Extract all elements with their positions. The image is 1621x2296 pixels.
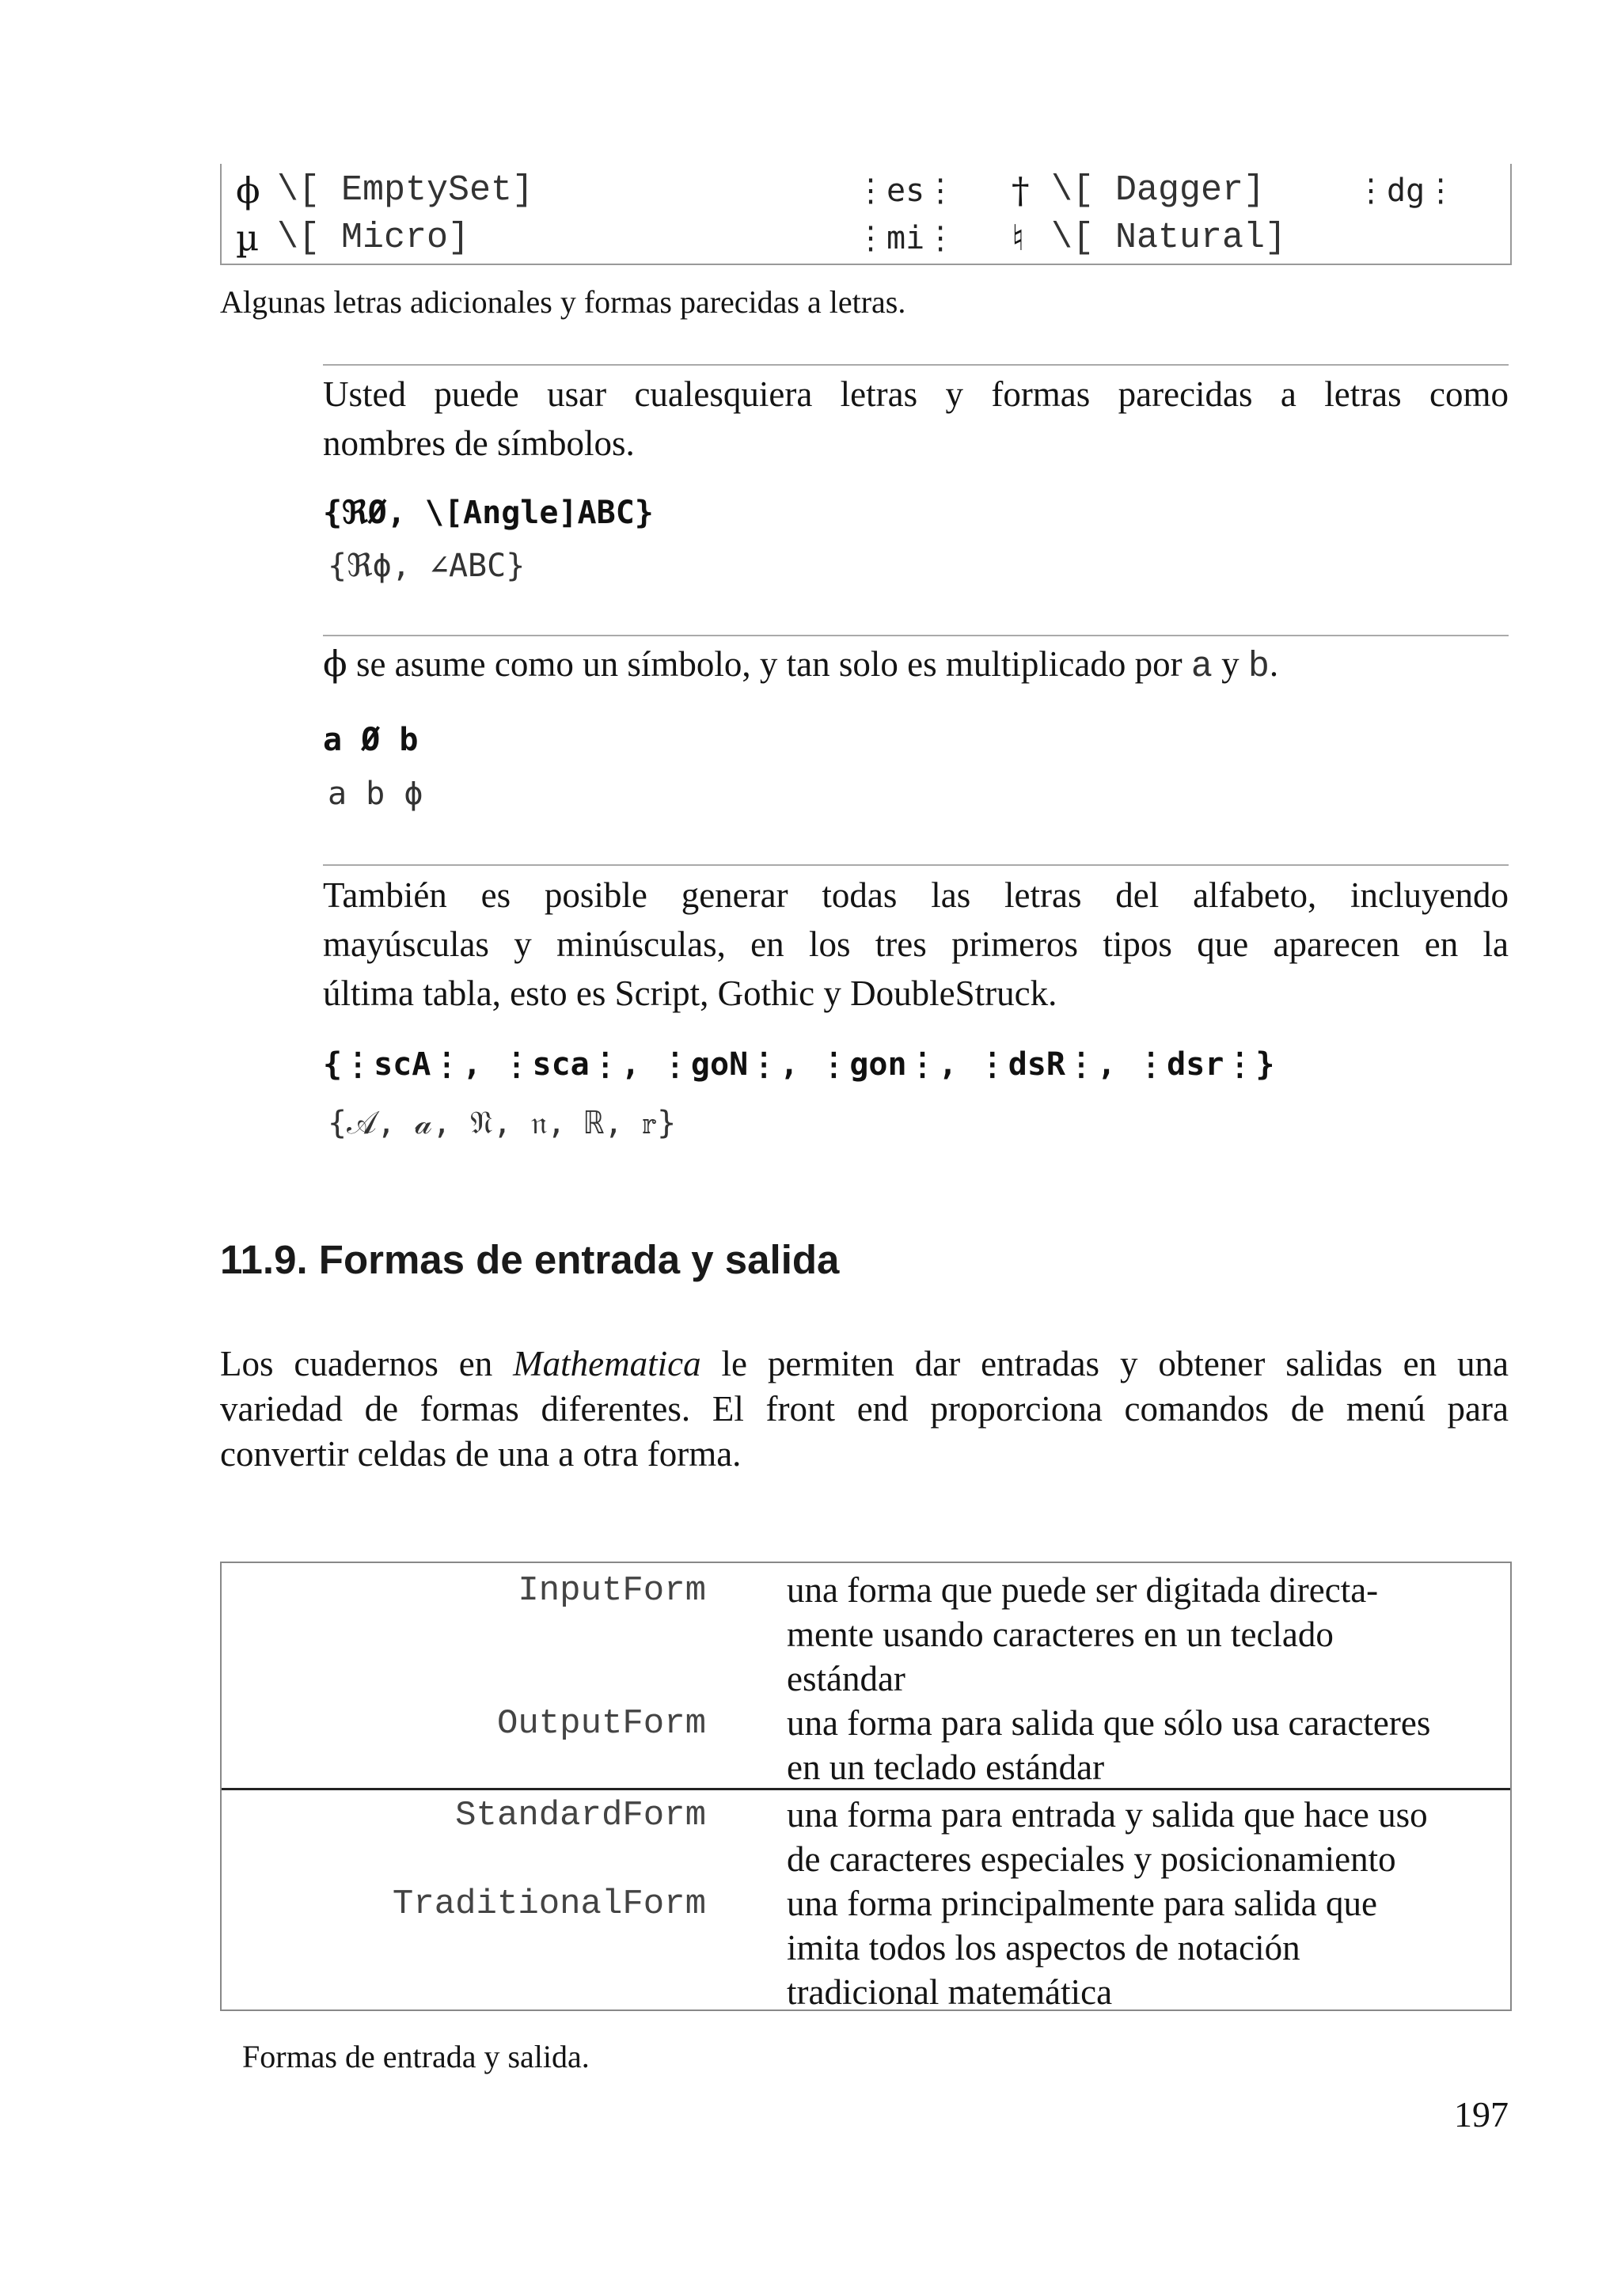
symbol-alias: ⋮mi⋮ [855,220,957,256]
text-line: una forma para salida que sólo usa caracteres [787,1703,1431,1743]
text-line: Usted puede usar cualesquiera letras y formas parecidas a letras como [323,374,1509,414]
text-line: última tabla, esto es Script, Gothic y DoubleStruck. [323,973,1057,1013]
symbol-name: \[ Micro] [277,218,470,258]
text-line: variedad de formas diferentes. El front end proporciona comandos de menú para [220,1389,1509,1429]
form-name: OutputForm [496,1704,706,1744]
text-line: de caracteres especiales y posicionamiento [787,1839,1396,1879]
text-line: mente usando caracteres en un teclado [787,1615,1334,1654]
text-span: Los cuadernos en [220,1344,514,1383]
form-description [787,1881,1499,2014]
text-line: una forma para entrada y salida que hace uso [787,1795,1428,1835]
form-name: InputForm [518,1571,706,1611]
symbol-name: \[ Natural] [1051,218,1287,258]
text-line: nombres de símbolos. [323,423,635,463]
example2-text [323,639,1278,692]
symbol-alias: ⋮es⋮ [855,173,957,209]
divider [323,635,1509,636]
form-name: StandardForm [455,1796,706,1835]
example2-output: a b ϕ [328,776,423,812]
text-line: mayúsculas y minúsculas, en los tres primeros tipos que aparecen en la [323,924,1509,964]
example3-input: {⋮scA⋮, ⋮sca⋮, ⋮goN⋮, ⋮gon⋮, ⋮dsR⋮, ⋮dsr⋮} [323,1046,1275,1083]
symbol-table [220,164,1512,265]
symbol-name: \[ EmptySet] [277,170,534,211]
text-line: También es posible generar todas las letras del alfabeto, incluyendo [323,875,1509,915]
table-divider [222,1788,1510,1790]
example2-input: a Ø b [323,722,419,758]
forms-table-caption: Formas de entrada y salida. [242,2039,590,2074]
var-b: b [1247,647,1270,687]
divider [323,364,1509,366]
example3-output: {𝒜, 𝒶, 𝔑, 𝔫, ℝ, 𝕣} [328,1105,677,1141]
text-line: una forma que puede ser digitada directa- [787,1570,1379,1610]
emptyset-glyph: ϕ [323,643,347,685]
form-description [787,1568,1499,1701]
var-a: a [1190,647,1213,687]
symbol-glyph: ϕ [236,169,260,211]
example1-input: {ℜØ, \[Angle]ABC} [323,495,654,531]
text-line [220,1342,1509,1387]
section-heading: 11.9. Formas de entrada y salida [220,1237,840,1282]
divider [323,864,1509,866]
text-span: y [1212,644,1248,684]
example1-text [323,370,1509,468]
mathematica-emphasis: Mathematica [513,1344,701,1383]
symbol-name: \[ Dagger] [1051,170,1266,211]
section-intro [220,1342,1509,1477]
text-line: en un teclado estándar [787,1748,1105,1787]
symbol-row [222,167,1510,214]
example3-text [323,871,1509,1018]
symbol-table-caption: Algunas letras adicionales y formas parecidas a letras. [220,284,906,320]
text-line: imita todos los aspectos de notación [787,1928,1300,1968]
page-number: 197 [1454,2094,1509,2135]
forms-table [220,1562,1512,2011]
text-line: una forma principalmente para salida que [787,1884,1377,1923]
symbol-glyph: † [1012,169,1030,211]
text-line: convertir celdas de una a otra forma. [220,1434,742,1474]
symbol-glyph: ♮ [1012,217,1025,259]
form-description [787,1793,1499,1881]
text-line: tradicional matemática [787,1972,1113,2012]
symbol-alias: ⋮dg⋮ [1355,173,1457,209]
example1-output: {ℜϕ, ∠ABC} [328,548,526,584]
symbol-glyph: µ [236,217,260,259]
text-span: le permiten dar entradas y obtener salidas en una [700,1344,1509,1383]
text-span: . [1269,644,1279,684]
text-span: se asume como un símbolo, y tan solo es multiplicado por [347,644,1191,684]
symbol-row [222,214,1510,262]
form-description [787,1701,1499,1789]
form-name: TraditionalForm [392,1884,706,1924]
text-line: estándar [787,1659,905,1698]
